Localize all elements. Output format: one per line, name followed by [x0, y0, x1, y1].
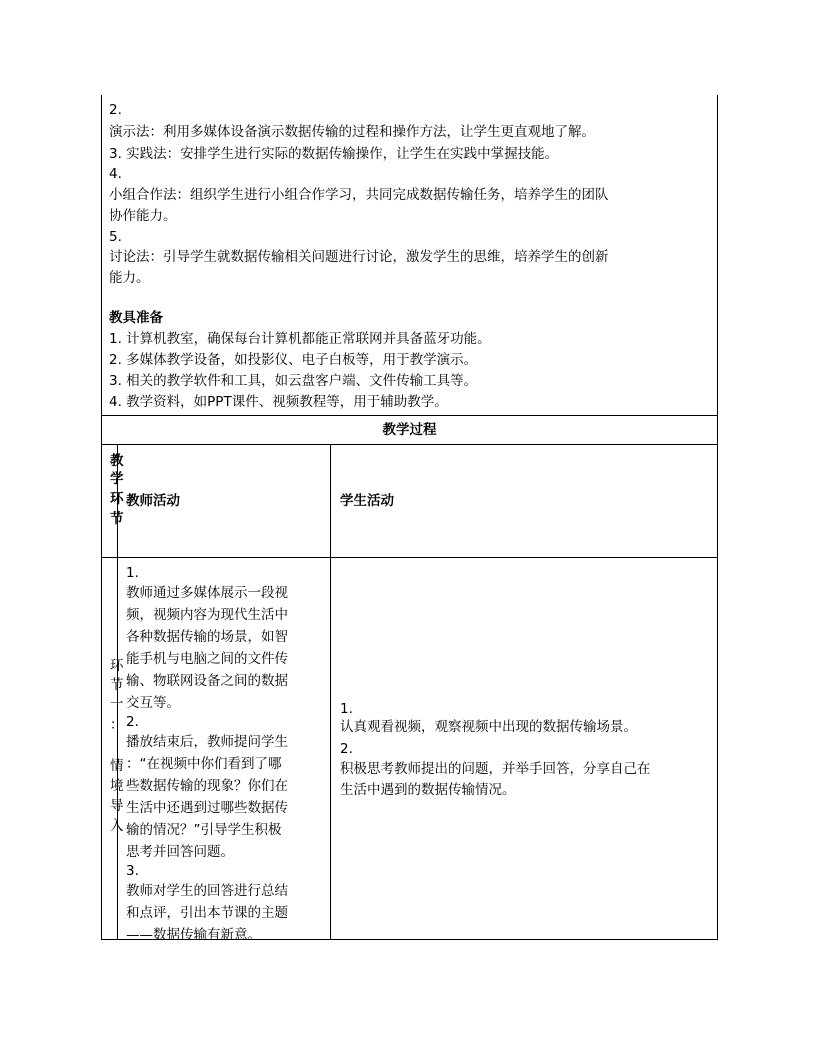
teacher-line: 交互等。: [126, 695, 180, 711]
method-4-line1: 小组合作法：组织学生进行小组合作学习，共同完成数据传输任务，培养学生的团队: [109, 187, 609, 203]
teacher-line: 2.: [126, 714, 139, 730]
process-title: 教学过程: [382, 422, 437, 438]
teacher-line: 输的情况？”引导学生积极: [126, 822, 282, 838]
student-line: 认真观看视频，观察视频中出现的数据传输场景。: [340, 719, 637, 735]
outer-right-border: [717, 95, 718, 940]
student-activity-header: 学生活动: [340, 493, 394, 509]
teacher-line: 教师对学生的回答进行总结: [126, 883, 288, 899]
aid-item-4: 4. 教学资料，如PPT课件、视频教程等，用于辅助教学。: [109, 394, 448, 410]
method-5-number: 5.: [109, 229, 122, 245]
method-2-text: 演示法：利用多媒体设备演示数据传输的过程和操作方法，让学生更直观地了解。: [109, 124, 595, 140]
teacher-line: 3.: [126, 863, 139, 879]
teacher-line: 些数据传输的现象？你们在: [126, 778, 288, 794]
teacher-line: 能手机与电脑之间的文件传: [126, 651, 288, 667]
stage-header-cell: [102, 445, 124, 557]
stage-char: 情: [110, 758, 124, 774]
teacher-col-divider: [330, 444, 331, 940]
method-4-line2: 协作能力。: [109, 208, 177, 224]
stage-header-char: 节: [110, 511, 124, 527]
column-row-border: [101, 557, 718, 558]
teacher-line: ：“在视频中你们看到了哪: [126, 756, 282, 772]
stage-header-char: 环: [110, 491, 124, 507]
aid-item-1: 1. 计算机教室，确保每台计算机都能正常联网并具备蓝牙功能。: [109, 331, 491, 347]
teacher-line: 教师通过多媒体展示一段视: [126, 585, 288, 601]
stage-char: 环: [110, 658, 124, 674]
teacher-line: 频，视频内容为现代生活中: [126, 607, 288, 623]
stage-header-char: 教: [110, 453, 124, 469]
method-5-line1: 讨论法：引导学生就数据传输相关问题进行讨论，激发学生的思维，培养学生的创新: [109, 249, 609, 265]
stage-char: 节: [110, 677, 124, 693]
stage-char: ：: [110, 717, 124, 733]
teacher-line: 输、物联网设备之间的数据: [126, 673, 288, 689]
teacher-activity-header: 教师活动: [126, 493, 180, 509]
teacher-line: 各种数据传输的场景，如智: [126, 629, 288, 645]
stage-char: 导: [110, 798, 124, 814]
process-top-border: [101, 415, 718, 416]
teacher-line: ——数据传输有新意。: [126, 927, 261, 943]
stage-header-char: 学: [110, 471, 124, 487]
teaching-aids-heading: 教具准备: [109, 310, 163, 326]
student-line: 积极思考教师提出的问题，并举手回答，分享自己在: [340, 761, 651, 777]
aid-item-2: 2. 多媒体教学设备，如投影仪、电子白板等，用于教学演示。: [109, 352, 478, 368]
header-row-border: [101, 444, 718, 445]
method-5-line2: 能力。: [109, 270, 150, 286]
stage-char: 入: [110, 818, 124, 834]
student-line: 1.: [340, 701, 353, 717]
stage-char: 一: [110, 696, 124, 712]
teacher-line: 生活中还遇到过哪些数据传: [126, 800, 288, 816]
aid-item-3: 3. 相关的教学软件和工具，如云盘客户端、文件传输工具等。: [109, 373, 478, 389]
teacher-line: 和点评，引出本节课的主题: [126, 905, 288, 921]
teacher-line: 思考并回答问题。: [126, 844, 234, 860]
student-line: 生活中遇到的数据传输情况。: [340, 782, 516, 798]
stage-body-cell: [102, 558, 124, 939]
method-3-text: 3. 实践法：安排学生进行实际的数据传输操作，让学生在实践中掌握技能。: [109, 146, 559, 162]
method-4-number: 4.: [109, 166, 122, 182]
teacher-line: 播放结束后，教师提问学生: [126, 734, 288, 750]
teacher-line: 1.: [126, 565, 139, 581]
stage-char: 境: [110, 778, 124, 794]
student-line: 2.: [340, 741, 353, 757]
method-2-number: 2.: [109, 102, 122, 118]
